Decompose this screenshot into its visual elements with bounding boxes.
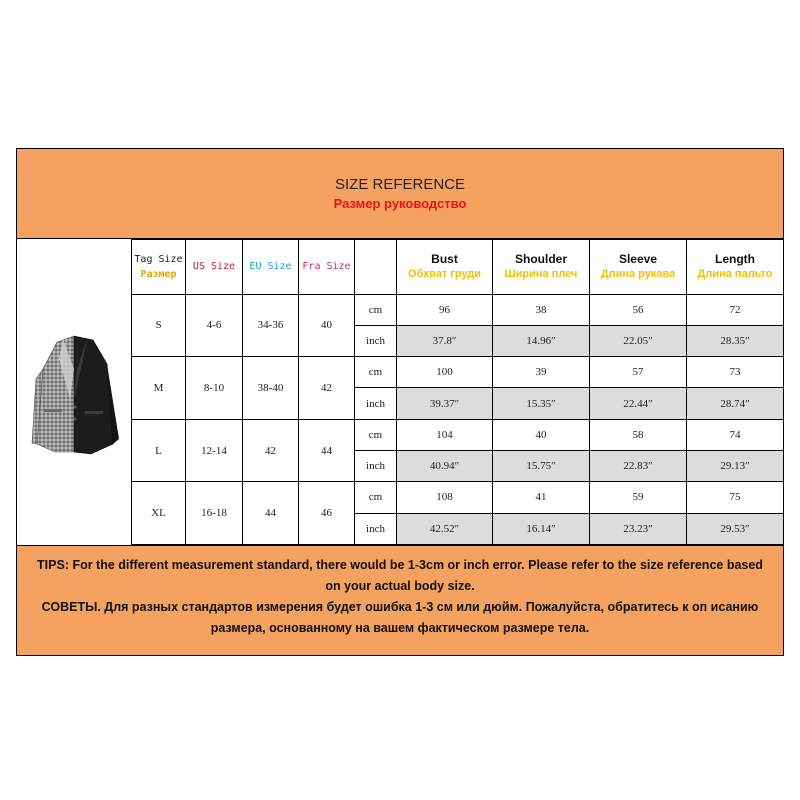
size-table (131, 239, 784, 545)
bust-cell: 96 (397, 294, 493, 325)
unit-cell: cm (355, 419, 397, 450)
unit-cell: inch (355, 513, 397, 544)
sleeve-cell: 57 (590, 357, 687, 388)
shoulder-cell: 16.14″ (493, 513, 590, 544)
us-size-cell: 12-14 (186, 419, 243, 482)
table-row (132, 294, 784, 325)
sleeve-cell: 22.05″ (590, 325, 687, 356)
bust-cell: 42.52″ (397, 513, 493, 544)
col-eu-size: EU Size (243, 240, 299, 295)
tag-size-cell: L (132, 419, 186, 482)
bust-cell: 108 (397, 482, 493, 513)
length-cell: 74 (687, 419, 784, 450)
eu-size-cell: 38-40 (243, 357, 299, 420)
sleeve-cell: 23.23″ (590, 513, 687, 544)
shoulder-cell: 41 (493, 482, 590, 513)
fra-size-cell: 44 (299, 419, 355, 482)
blazer-icon (17, 239, 131, 545)
shoulder-cell: 14.96″ (493, 325, 590, 356)
col-shoulder: Shoulder Ширина плеч (493, 240, 590, 295)
length-cell: 28.35″ (687, 325, 784, 356)
unit-cell: cm (355, 357, 397, 388)
unit-cell: cm (355, 294, 397, 325)
size-reference-header (17, 149, 783, 239)
sleeve-cell: 59 (590, 482, 687, 513)
col-unit (355, 240, 397, 295)
bust-cell: 39.37″ (397, 388, 493, 419)
length-cell: 28.74″ (687, 388, 784, 419)
tag-size-cell: XL (132, 482, 186, 545)
sleeve-cell: 22.44″ (590, 388, 687, 419)
table-row (132, 482, 784, 513)
col-tag-size-en: Tag Size (134, 253, 183, 265)
shoulder-cell: 15.75″ (493, 451, 590, 482)
us-size-cell: 4-6 (186, 294, 243, 357)
bust-cell: 104 (397, 419, 493, 450)
shoulder-cell: 39 (493, 357, 590, 388)
bust-cell: 100 (397, 357, 493, 388)
length-cell: 75 (687, 482, 784, 513)
fra-size-cell: 46 (299, 482, 355, 545)
eu-size-cell: 34-36 (243, 294, 299, 357)
eu-size-cell: 42 (243, 419, 299, 482)
sleeve-cell: 22.83″ (590, 451, 687, 482)
length-cell: 29.13″ (687, 451, 784, 482)
us-size-cell: 8-10 (186, 357, 243, 420)
bust-cell: 40.94″ (397, 451, 493, 482)
table-row (132, 357, 784, 388)
unit-cell: cm (355, 482, 397, 513)
col-fra-size: Fra Size (299, 240, 355, 295)
col-length: Length Длина пальто (687, 240, 784, 295)
unit-cell: inch (355, 325, 397, 356)
product-photo (17, 239, 131, 545)
us-size-cell: 16-18 (186, 482, 243, 545)
shoulder-cell: 40 (493, 419, 590, 450)
tips-text-en: TIPS: For the different measurement standard, there would be 1-3cm or inch error. Please refer to the size reference based on your actual body size. (37, 558, 763, 593)
unit-cell: inch (355, 451, 397, 482)
col-sleeve: Sleeve Длина рукава (590, 240, 687, 295)
bust-cell: 37.8″ (397, 325, 493, 356)
size-chart (16, 148, 784, 656)
sleeve-cell: 58 (590, 419, 687, 450)
table-row (132, 419, 784, 450)
fra-size-cell: 40 (299, 294, 355, 357)
length-cell: 29.53″ (687, 513, 784, 544)
length-cell: 73 (687, 357, 784, 388)
shoulder-cell: 38 (493, 294, 590, 325)
shoulder-cell: 15.35″ (493, 388, 590, 419)
size-reference-subtitle: Размер руководство (333, 196, 467, 211)
col-us-size: US Size (186, 240, 243, 295)
fra-size-cell: 42 (299, 357, 355, 420)
tag-size-cell: S (132, 294, 186, 357)
col-bust: Bust Обхват груди (397, 240, 493, 295)
tag-size-cell: M (132, 357, 186, 420)
tips-text-ru: СОВЕТЫ. Для разных стандартов измерения будет ошибка 1-3 см или дюйм. Пожалуйста, обратитесь к оп исанию размера, основанному на вашем фактическом размере тела. (41, 600, 759, 635)
col-tag-size (132, 240, 186, 295)
eu-size-cell: 44 (243, 482, 299, 545)
size-reference-title: SIZE REFERENCE (334, 176, 466, 193)
length-cell: 72 (687, 294, 784, 325)
sleeve-cell: 56 (590, 294, 687, 325)
table-header-row (132, 240, 784, 295)
col-tag-size-ru: Размер (140, 268, 177, 280)
unit-cell: inch (355, 388, 397, 419)
tips-box (17, 545, 783, 655)
